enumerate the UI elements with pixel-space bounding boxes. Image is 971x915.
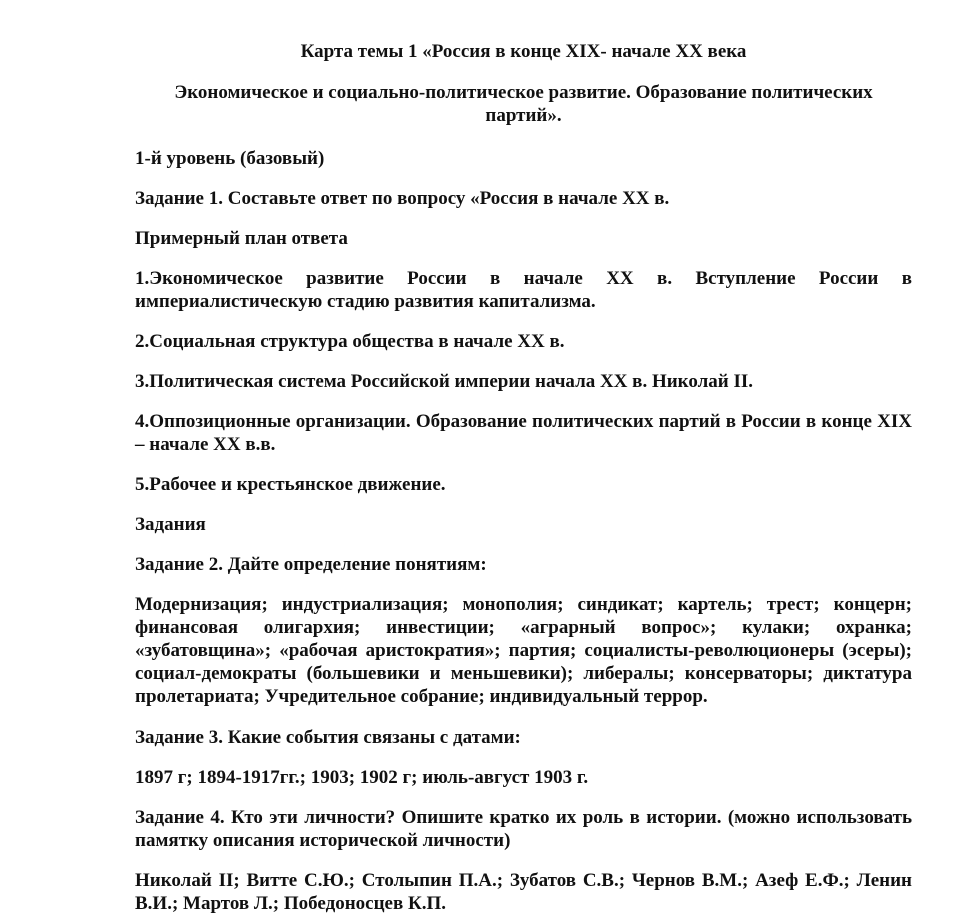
plan-item: 4.Оппозиционные организации. Образование политических партий в России в конце XIX – начале XX в.в. [135, 411, 912, 455]
task-3-dates: 1897 г; 1894-1917гг.; 1903; 1902 г; июль-август 1903 г. [135, 767, 589, 788]
level-heading: 1-й уровень (базовый) [135, 148, 325, 169]
document-subtitle: Экономическое и социально-политическое развитие. Образование политических партий». [174, 82, 873, 126]
document-page [135, 40, 912, 915]
plan-item: 1.Экономическое развитие России в начале XX в. Вступление России в империалистическую стадию развития капитализма. [135, 268, 912, 312]
plan-heading: Примерный план ответа [135, 228, 348, 249]
plan-item: 2.Социальная структура общества в начале XX в. [135, 331, 565, 352]
plan-item: 5.Рабочее и крестьянское движение. [135, 474, 446, 495]
tasks-heading: Задания [135, 514, 206, 535]
plan-item: 3.Политическая система Российской империи начала XX в. Николай II. [135, 371, 754, 392]
task-1: Задание 1. Составьте ответ по вопросу «Россия в начале XX в. [135, 188, 670, 209]
task-4: Задание 4. Кто эти личности? Опишите кратко их роль в истории. (можно использовать памятку описания исторической личности) [135, 807, 912, 851]
task-2-terms: Модернизация; индустриализация; монополия; синдикат; картель; трест; концерн; финансовая олигархия; инвестиции; «аграрный вопрос»; кулаки; охранка; «зубатовщина»; «рабочая аристократия»; партия; социалисты-революционеры (эсеры); социал-демократы (большевики и меньшевики); либералы; консерваторы; диктатура пролетариата; Учредительное собрание; индивидуальный террор. [135, 594, 912, 707]
task-4-persons: Николай II; Витте С.Ю.; Столыпин П.А.; Зубатов С.В.; Чернов В.М.; Азеф Е.Ф.; Ленин В.И.; Мартов Л.; Победоносцев К.П. [135, 870, 912, 914]
task-2: Задание 2. Дайте определение понятиям: [135, 554, 487, 575]
task-3: Задание 3. Какие события связаны с датами: [135, 727, 521, 748]
document-title: Карта темы 1 «Россия в конце XIX- начале XX века [300, 41, 747, 62]
